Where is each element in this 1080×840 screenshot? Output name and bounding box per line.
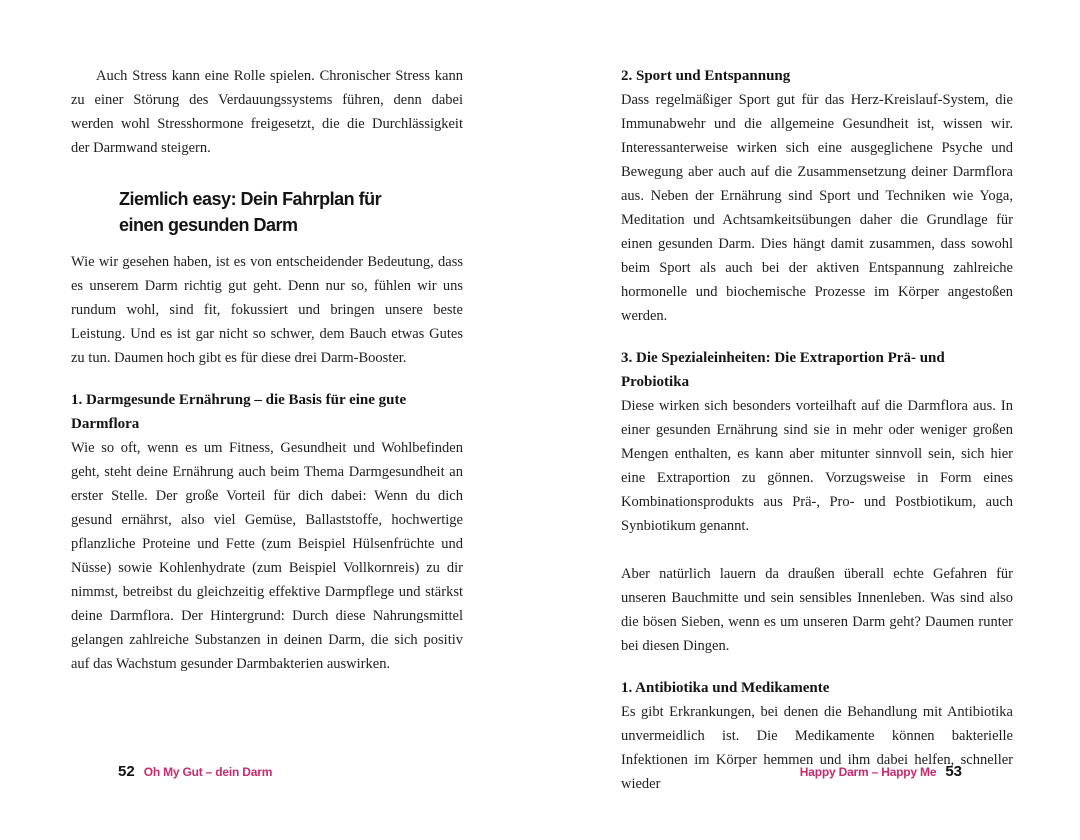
right-page-footer (800, 763, 962, 780)
booster3-paragraph: Diese wirken sich besonders vorteilhaft auf die Darmflora aus. In einer gesunden Ernährung sind sie in mehr oder weniger großen Mengen enthalten, es kann aber mitunter sinnvoll sein, sich hier eine Extraportion zu gönnen. Vorzugsweise in Form eines Kombinationsprodukts aus Prä-, Pro- und Postbiotikum, auch Synbiotikum genannt. (621, 398, 1013, 534)
fahrplan-paragraph: Wie wir gesehen haben, ist es von entscheidender Bedeutung, dass es unserem Darm richtig gut geht. Denn nur so, fühlen wir uns rundum wohl, sind fit, fokussiert und bringen unsere beste Leistung. Und es ist gar nicht so schwer, dem Bauch etwas Gutes zu tun. Daumen hoch gibt es für diese drei Darm-Booster. (71, 254, 463, 366)
antibiotika-subheading: 1. Antibiotika und Medikamente (621, 680, 830, 696)
booster2-subheading: 2. Sport und Entspannung (621, 68, 791, 84)
booster1-paragraph: Wie so oft, wenn es um Fitness, Gesundheit und Wohlbefinden geht, steht deine Ernährung auch beim Thema Darmgesundheit an erster Stelle. Der große Vorteil für dich dabei: Wenn du dich gesund ernährst, also viel Gemüse, Ballaststoffe, hochwertige pflanzliche Proteine und Fette (zum Beispiel Hülsenfrüchte und Nüsse) sowie Kohlenhydrate (zum Beispiel Vollkornreis) zu dir nimmst, betreibst du gleichzeitig effektive Darmpflege und stärkst deine Darmflora. Der Hintergrund: Durch diese Nahrungsmittel gelangen zahlreiche Substanzen in deinen Darm, die sich positiv auf das Wachstum gesunder Darmbakterien auswirken. (71, 440, 463, 672)
left-running-title: Oh My Gut – dein Darm (143, 765, 273, 779)
booster1-subheading: 1. Darmgesunde Ernährung – die Basis für eine gute Darmflora (71, 392, 407, 432)
stress-paragraph: Auch Stress kann eine Rolle spielen. Chronischer Stress kann zu einer Störung des Verdauungssystems führen, denn dabei werden wohl Stresshormone freigesetzt, die die Durchlässigkeit der Darmwand steigern. (71, 68, 463, 156)
booster2-paragraph: Dass regelmäßiger Sport gut für das Herz-Kreislauf-System, die Immunabwehr und die allgemeine Gesundheit ist, wissen wir. Interessanterweise wirken sich eine ausgeglichene Psyche und Bewegung aber auch auf die Zusammensetzung deiner Darmflora aus. Neben der Ernährung sind Sport und Techniken wie Yoga, Meditation und Achtsamkeitsübungen daher die Grundlage für einen gesunden Darm. Dies hängt damit zusammen, dass sowohl beim Sport als auch bei der aktiven Entspannung zahlreiche hormonelle und biochemische Prozesse im Körper angestoßen werden. (621, 92, 1013, 324)
right-page-number: 53 (945, 763, 962, 780)
left-page-number: 52 (118, 763, 135, 780)
left-page-footer (118, 763, 272, 780)
chapter-heading: Ziemlich easy: Dein Fahrplan für einen gesunden Darm (119, 189, 382, 235)
booster3-subheading: 3. Die Spezialeinheiten: Die Extraportion Prä- und Probiotika (621, 350, 945, 390)
antibiotika-paragraph: Es gibt Erkrankungen, bei denen die Behandlung mit Antibiotika unvermeidlich ist. Die Medikamente können bakterielle Infektionen im Körper hemmen und ihm dabei helfen, schneller wieder (621, 704, 1013, 792)
gefahren-paragraph: Aber natürlich lauern da draußen überall echte Gefahren für unseren Bauchmitte und sein sensibles Innenleben. Was sind also die bösen Sieben, wenn es um unseren Darm geht? Daumen runter bei diesen Dingen. (621, 566, 1013, 654)
right-running-title: Happy Darm – Happy Me (799, 765, 937, 779)
left-page-text-column (71, 0, 463, 676)
right-page-text-column (621, 0, 1013, 796)
